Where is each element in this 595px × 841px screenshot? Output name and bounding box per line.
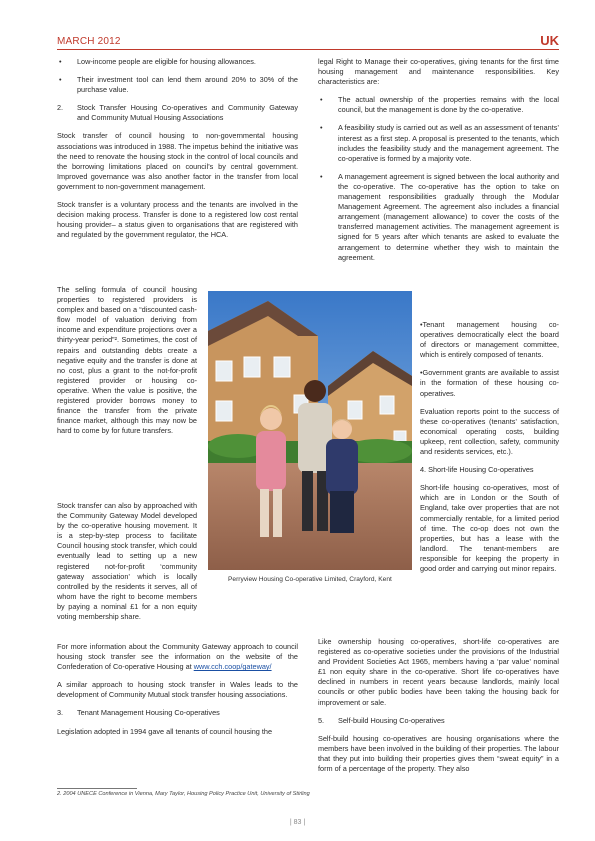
gateway-link[interactable]: www.cch.coop/gateway/ [193, 662, 272, 672]
paragraph: •Tenant management housing co-operatives democratically elect the board of directors or management committee, which is entirely composed of tenants. [420, 320, 559, 360]
footnote: 2. 2004 UNECE Conference in Vienna, Mary Taylor, Housing Policy Practice Unit, University of Stirling [57, 791, 310, 797]
right-column-inset [420, 320, 559, 582]
housing-cooperative-photo [208, 291, 412, 570]
paragraph: The selling formula of council housing properties to registered providers is complex and based on a “discounted cash-flow model of valuation deriving from income and expenditure projections over a thirty-year period”². Sometimes, the cost of repairs and outstanding debts create a negative equity and the transfer is done at no cost, plus a grant to the not-for-profit registered provider or housing co-operative. When the value is positive, the registered provider borrows money to finance the transfer from the private finance market, although this may now be hard to come by for future transfers. [57, 285, 197, 436]
paragraph: Self-build housing co-operatives are housing organisations where the members have been involved in the building of their properties. The labour that they put into building their properties gives them “sweat equity” in a form of a percentage of the property. They also [318, 733, 559, 774]
paragraph: Legislation adopted in 1994 gave all tenants of council housing the [57, 726, 273, 736]
paragraph: A similar approach to housing stock transfer in Wales leads to the development of Community Mutual stock transfer housing associations. [57, 680, 298, 700]
issue-date: MARCH 2012 [57, 36, 121, 47]
left-column-narrow [57, 285, 197, 444]
section-heading-2 [57, 103, 298, 123]
bullet-item: • The actual ownership of the properties remains with the local council, but the management is done by the co-operative. [318, 95, 559, 115]
paragraph: For more information about the Community Gateway approach to council housing stock transfer see the information on the website of the Confederation of Co-operative Housing at www.cch.coop/gateway/ [57, 642, 298, 672]
left-column-narrow-2 [57, 501, 197, 630]
section-heading-5 [318, 716, 559, 726]
bullet-item: • Low-income people are eligible for housing allowances. [57, 57, 298, 67]
paragraph: Stock transfer of council housing to non-governmental housing associations was introduced in 1988. The impetus behind the initiative was the need to renovate the housing stock in the control of local councils and the borrowing limitations placed on council’s by central government. Improved governance was also another factor in the transfer from local government to non-government management. [57, 131, 298, 191]
bullet-item: • A management agreement is signed between the local authority and the co-operative. The co-operative has the option to take on management responsibilities gradually through the Modular Management Agreement. The agreement also includes a financial arrangement (management allowance) to cover the costs of the transferred management activities. The management agreement is signed for 5 years after which tenants are asked to evaluate the arrangement to determine whether they wish to maintain the agreement. [318, 172, 559, 263]
heading-text: Stock Transfer Housing Co-operatives and Community Gateway and Community Mutual Housing Associations [77, 103, 298, 123]
paragraph: legal Right to Manage their co-operatives, giving tenants for the first time housing management and maintenance responsibilities. Key characteristics are: [318, 57, 559, 87]
paragraph: Stock transfer can also by approached with the Community Gateway Model developed by the co-operative housing movement. It is a step-by-step process to facilitate Council housing stock transfer, which could eventually lead to setting up a new registered not-for-profit ‘community gateway association’ which is locally controlled by the residents it serves, all of whom have the right to become members by paying a nominal £1 for a non equity voting membership share. [57, 501, 197, 622]
photo-caption: Perryview Housing Co-operative Limited, Crayford, Kent [228, 576, 392, 583]
heading-number: 3. [57, 708, 64, 718]
header-rule [57, 49, 559, 50]
paragraph: Stock transfer is a voluntary process and the tenants are involved in the decision making process. Transfer is done to a registered low cost rental housing provider– a status given to organisations that are registered with and regulated by the government regulator, the HCA. [57, 200, 298, 240]
paragraph: •Government grants are available to assist in the formation of these housing co-operatives. [420, 368, 559, 398]
paragraph: Like ownership housing co-operatives, short-life co-operatives are registered as co-operative societies under the provisions of the Industrial and Provident Societies Act 1965, members having a ‘par value’ nominal £1 non equity share in the co-operative. Short life co-operatives have declined in numbers in recent years because landlords, mainly local councils or other public bodies have been taking the housing back for improvement or sale. [318, 637, 559, 707]
page-number: | 83 | [289, 819, 306, 826]
bullet-item: • Their investment tool can lend them around 20% to 30% of the purchase value. [57, 75, 298, 95]
section-heading-3 [57, 708, 298, 718]
left-column-top [57, 57, 298, 248]
country-label: UK [540, 33, 559, 48]
section-heading-4: 4. Short-life Housing Co-operatives [420, 465, 534, 475]
bullet-item: • A feasibility study is carried out as well as an assessment of tenants’ interest as a first step. A proposal is presented to the tenants, which includes the feasibility study and the management agreement. The co-operative is formed by a majority vote. [318, 123, 559, 163]
left-column-bottom [57, 642, 298, 745]
right-column-top [318, 57, 559, 263]
heading-text: Self-build Housing Co-operatives [338, 715, 445, 725]
heading-number: 5. [318, 715, 325, 725]
heading-text: Tenant Management Housing Co-operatives [77, 708, 220, 718]
paragraph: Short-life housing co-operatives, most of which are in London or the South of England, take over properties that are not commercially rentable, for a limited period of time. The co-op does not own the properties, but has a lease with the landlord. The tenant-members are responsible for keeping the property in good order and carrying out minor repairs. [420, 483, 559, 573]
heading-number: 2. [57, 103, 64, 113]
footnote-rule [57, 788, 137, 789]
right-column-bottom [318, 637, 559, 782]
paragraph: Evaluation reports point to the success of these co-operatives (tenants’ satisfaction, economical operating costs, building upkeep, rent collection, safety, community and residents services, etc.). [420, 406, 559, 457]
